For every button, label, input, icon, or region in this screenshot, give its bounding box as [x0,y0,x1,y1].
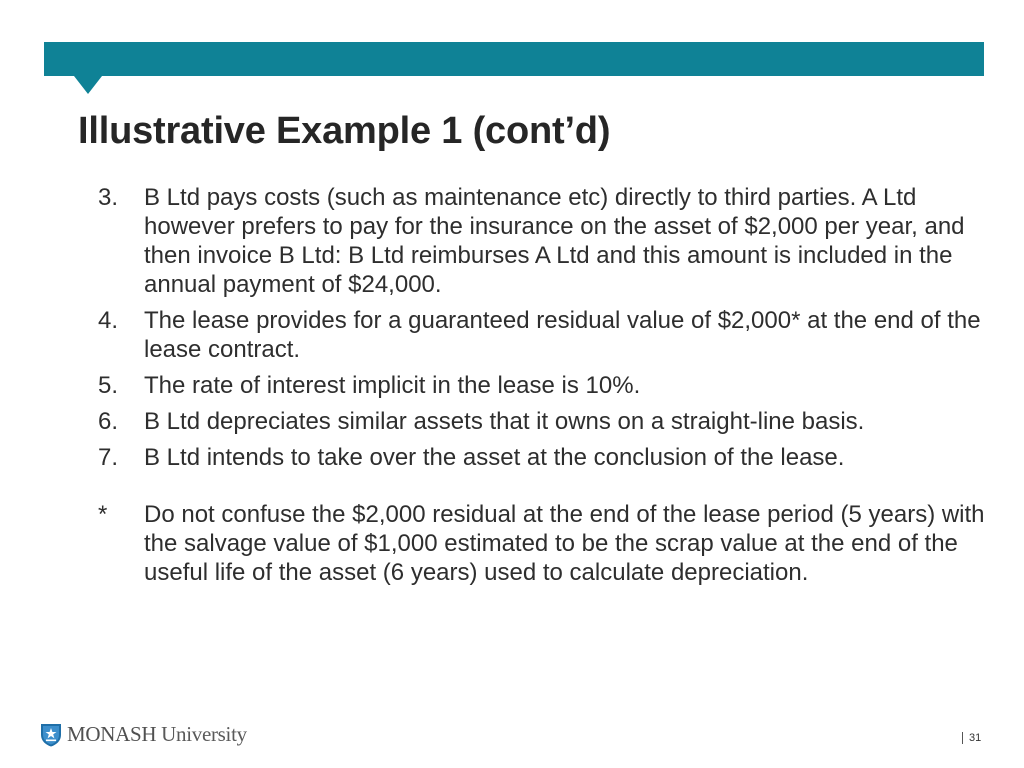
list-item [98,183,988,299]
list-item-text: The rate of interest implicit in the lease is 10%. [144,372,641,399]
footnote-text: Do not confuse the $2,000 residual at the end of the lease period (5 years) with the salvage value of $1,000 estimated to be the scrap value at the end of the useful life of the asset (6 years) used to calculate depreciation. [144,501,985,586]
list-item-number: 3. [98,184,119,211]
list-item-text: B Ltd depreciates similar assets that it owns on a straight-line basis. [144,408,865,435]
list-item-text: The lease provides for a guaranteed residual value of $2,000* at the end of the lease contract. [144,307,981,363]
list-item [98,407,988,436]
list-item-text: B Ltd intends to take over the asset at the conclusion of the lease. [144,444,845,471]
footnote [98,500,988,587]
logo-brand: MONASH [67,722,157,746]
list-item-number: 6. [98,408,119,435]
header-bar [44,42,984,76]
list-item-number: 7. [98,444,119,471]
list-item-text: B Ltd pays costs (such as maintenance etc) directly to third parties. A Ltd however prefers to pay for the insurance on the asset of $2,000 per year, and then invoice B Ltd: B Ltd reimburses A Ltd and this amount is included in the annual payment of $24,000. [144,184,965,298]
page-number-value: 31 [969,732,982,744]
list-item [98,443,988,472]
list-item [98,371,988,400]
logo-wordmark [67,722,247,747]
header-bar-notch [74,76,102,94]
list-item [98,306,988,364]
list-item-number: 5. [98,372,119,399]
footnote-marker: * [98,501,108,528]
crest-icon [40,723,62,747]
logo-suffix: University [156,722,247,746]
monash-logo [40,722,247,747]
page-number [962,732,981,744]
list-item-number: 4. [98,307,119,334]
slide-body [98,183,988,594]
page-number-divider [962,732,963,744]
slide-title: Illustrative Example 1 (cont’d) [78,110,611,152]
